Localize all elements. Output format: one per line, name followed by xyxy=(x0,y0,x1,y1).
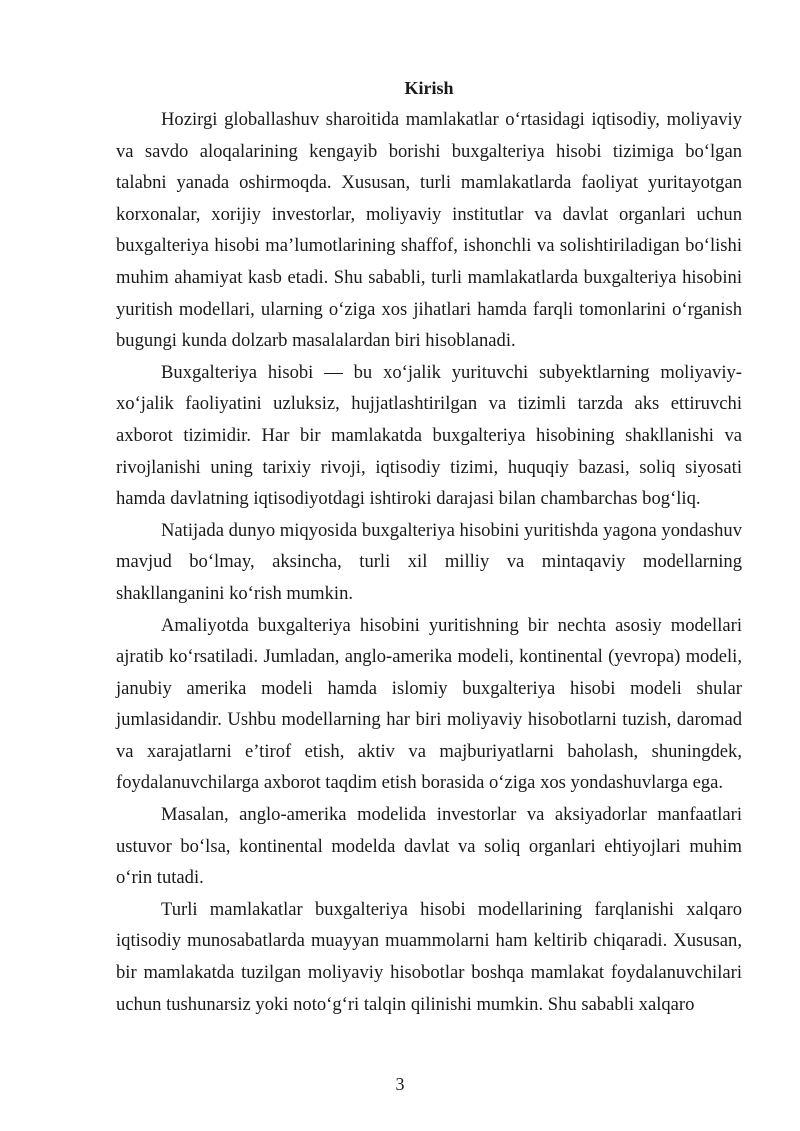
paragraph-6: Turli mamlakatlar buxgalteriya hisobi modellarining farqlanishi xalqaro iqtisodiy munosabatlarda muayyan muammolarni ham keltirib chiqaradi. Xususan, bir mamlakatda tuzilgan moliyaviy hisobotlar boshqa mamlakat foydalanuvchilari uchun tushunarsiz yoki noto‘g‘ri talqin qilinishi mumkin. Shu sababli xalqaro xyxy=(116,898,742,1015)
paragraph-1: Hozirgi globallashuv sharoitida mamlakatlar o‘rtasidagi iqtisodiy, moliyaviy va savdo aloqalarining kengayib borishi buxgalteriya hisobi tizimiga bo‘lgan talabni yanada oshirmoqda. Xususan, turli mamlakatlarda faoliyat yuritayotgan korxonalar, xorijiy investorlar, moliyaviy institutlar va davlat organlari uchun buxgalteriya hisobi ma’lumotlarining shaffof, ishonchli va solishtiriladigan bo‘lishi muhim ahamiyat kasb etadi. Shu sababli, turli mamlakatlarda buxgalteriya hisobini yuritish modellari, ularning o‘ziga xos jihatlari hamda farqli tomonlarini o‘rganish bugungi kunda dolzarb masalalardan biri hisoblanadi. xyxy=(116,109,742,352)
paragraph-4: Amaliyotda buxgalteriya hisobini yuritishning bir nechta asosiy modellari ajratib ko‘rsatiladi. Jumladan, anglo-amerika modeli, kontinental (yevropa) modeli, janubiy amerika modeli hamda islomiy buxgalteriya hisobi modeli shular jumlasidandir. Ushbu modellarning har biri moliyaviy hisobotlarni tuzish, daromad va xarajatlarni e’tirof etish, aktiv va majburiyatlarni baholash, shuningdek, foydalanuvchilarga axborot taqdim etish borasida o‘ziga xos yondashuvlarga ega. xyxy=(116,614,742,794)
document-page xyxy=(116,76,742,1020)
page-number: 3 xyxy=(395,1074,405,1094)
paragraph-3: Natijada dunyo miqyosida buxgalteriya hisobini yuritishda yagona yondashuv mavjud bo‘lmay, aksincha, turli xil milliy va mintaqaviy modellarning shakllanganini ko‘rish mumkin. xyxy=(116,519,742,604)
paragraph-5: Masalan, anglo-amerika modelida investorlar va aksiyadorlar manfaatlari ustuvor bo‘lsa, kontinental modelda davlat va soliq organlari ehtiyojlari muhim o‘rin tutadi. xyxy=(116,804,742,889)
paragraph-2: Buxgalteriya hisobi — bu xo‘jalik yurituvchi subyektlarning moliyaviy-xo‘jalik faoliyatini uzluksiz, hujjatlashtirilgan va tizimli tarzda aks ettiruvchi axborot tizimidir. Har bir mamlakatda buxgalteriya hisobining shakllanishi va rivojlanishi uning tarixiy rivoji, iqtisodiy tizimi, huquqiy bazasi, soliq siyosati hamda davlatning iqtisodiyotdagi ishtiroki darajasi bilan chambarchas bog‘liq. xyxy=(116,361,742,510)
section-heading: Kirish xyxy=(404,78,454,98)
